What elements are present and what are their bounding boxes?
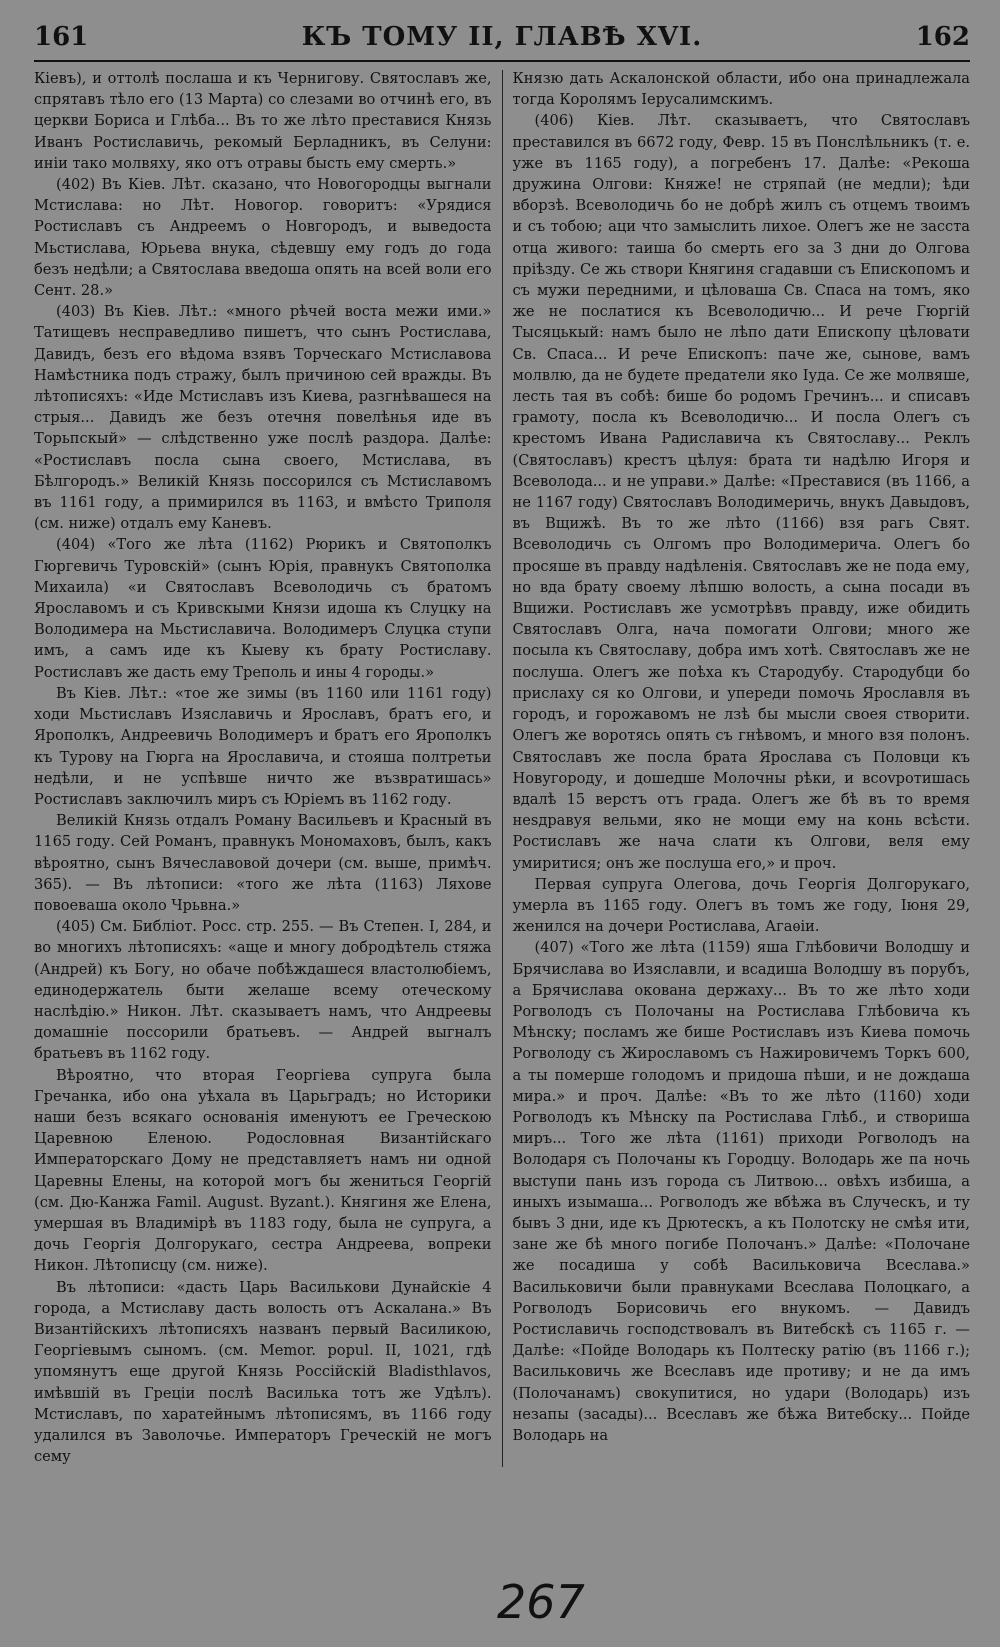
paragraph: (405) См. Библіот. Росс. стр. 255. — Въ Степен. I, 284, и во многихъ лѣтописяхъ: «аще и многу добродѣтель стяжа (Андрей) къ Богу, но обаче побѣждашеся властолюбіемъ, единодержатель быти желаше всему отеческому наслѣдію.» Никон. Лѣт. сказываетъ намъ, что Андреевы домашніе поссорили братьевъ. — Андрей выгналъ братьевъ въ 1162 году.	[34, 918, 492, 1063]
paragraph: Первая супруга Олегова, дочь Георгія Долгорукаго, умерла въ 1165 году. Олегъ въ томъ же году, Іюня 29, женился на дочери Ростислава, Агаѳіи.	[512, 875, 970, 936]
paragraph: Въ лѣтописи: «дасть Царь Василькови Дунайскіе 4 города, а Мстиславу дасть волость отъ Аскалана.» Въ Византійскихъ лѣтописяхъ названъ первый Василикою, Георгіевымъ сыномъ. (см. Memor. popul. II, 1021, гдѣ упомянутъ еще другой Князь Россійскій Bladisthlavos, имѣвшій въ Греціи послѣ Василька тотъ же Удѣлъ). Мстиславъ, по харатейнымъ лѣтописямъ, въ 1166 году удалился въ Заволочье. Императоръ Греческій не могъ сему	[34, 1278, 492, 1466]
right-page-number: 162	[915, 22, 970, 52]
paragraph: (407) «Того же лѣта (1159) яша Глѣбовичи Володшу и Брячислава во Изяславли, и всадиша Володшу въ порубъ, а Брячислава окована держаху... Въ то же лѣто ходи Рогволодъ съ Полочаны на Ростислава Глѣбовича къ Мѣнску; посламъ же бише Ростиславъ изъ Киева помочь Рогволоду съ Жирославомъ съ Нажировичемъ Торкъ 600, а ты померше голодомъ и придоша пѣши, и не дождаша мира.» и проч. Далѣе: «Въ то же лѣто (1160) ходи Рогволодъ къ Мѣнску па Ростислава Глѣб., и створиша миръ... Того же лѣта (1161) приходи Рогволодъ на Володаря съ Полочаны къ Городцу. Володарь же па ночь выступи пань изъ города съ Литвою... овѣхъ избиша, а иныхъ изымаша... Рогволодъ же вбѣжа въ Случескъ, и ту бывъ 3 дни, иде къ Дрютескъ, а къ Полотску не смѣя ити, зане же бѣ много погибе Полочанъ.» Далѣе: «Полочане же посадиша у собѣ Васильковича Всеслава.» Васильковичи были правнуками Всеслава Полоцкаго, а Рогволодъ Борисовичь его внукомъ. — Давидъ Ростиславичь господствовалъ въ Витебскѣ съ 1165 г. — Далѣе: «Пойде Володарь къ Полтеску ратію (въ 1166 г.); Васильковичь же Всеславъ иде противу; и не да имъ (Полочанамъ) свокупитися, но удари (Володарь) изъ незапы (засады)... Всеславъ же бѣжа Витебску... Пойде Володарь на	[512, 939, 970, 1444]
paragraph: (406) Кіев. Лѣт. сказываетъ, что Святославъ преставился въ 6672 году, Февр. 15 въ Понслѣльникъ (т. е. уже въ 1165 году), а погребенъ 17. Далѣе: «Рекоша дружина Олгови: Княже! не стряпай (не медли); ѣди вборзѣ. Всеволодичь бо не добрѣ жилъ съ отцемъ твоимъ и съ тобою; аци что замыслить лихое. Олегъ же не засста отца живого: таиша бо смерть его за 3 дни до Олгова пріѣзду. Се жь створи Княгиня сгадавши съ Епископомъ и съ мужи передними, и цѣловаша Св. Спаса на томъ, яко же не послатися къ Всеволодичю... И рече Гюргій Тысяцькый: намъ было не лѣпо дати Епископу цѣловати Св. Спаса... И рече Епископъ: паче же, сынове, вамъ молвлю, да не будете предатели яко Іуда. Се же молвяше, лесть тая въ собѣ: бише бо родомъ Гречинъ... и списавъ грамоту, посла къ Всеволодичю... И посла Олегъ съ крестомъ Ивана Радиславича къ Святославу... Реклъ (Святославъ) крестъ цѣлуя: брата ти надѣлю Игоря и Всеволода... и не управи.» Далѣе: «Преставися (въ 1166, а не 1167 году) Святославъ Володимеричь, внукъ Давыдовъ, въ Вщижѣ. Въ то же лѣто (1166) взя рагь Свят. Всеволодичь съ Олгомъ про Володимеричa. Олегъ бо просяше въ правду надѣленія. Святославъ же не пода ему, но вда брату своему лѣпшю волость, а сына посади въ Вщижи. Ростиславъ же усмотрѣвъ правду, иже обидить Святославъ Олга, нача помогати Олгови; много же посыла къ Святославу, добра имъ хотѣ. Святославъ же не послуша. Олегъ же поѣха къ Стародубу. Стародубци бо прислаху ся ко Олгови, и упереди помочь Ярославля въ городъ, и горожавомъ не лзѣ бы мысли своея створити. Олегъ же воротясь опять съ гнѣвомъ, и много взя полонъ. Святославъ же посла брата Ярослава съ Половци къ Новугороду, и дошедше Молочны рѣки, и вcovротишась вдалѣ 15 верстъ отъ града. Олегъ же бѣ въ то время неѕдравуя вельми, яко не мощи ему на конь всѣсти. Ростиславъ же нача слати къ Олгови, веля ему умиритися; онъ же послуша его,» и проч.	[512, 112, 970, 872]
left-column	[34, 68, 492, 1467]
text-columns	[34, 68, 970, 1467]
handwritten-page-number: 267	[497, 1575, 585, 1629]
paragraph: Князю дать Аскалонской области, ибо она принадлежала тогда Королямъ Іерусалимскимъ.	[512, 70, 970, 109]
paragraph: (404) «Того же лѣта (1162) Рюрикъ и Святополкъ Гюргевичь Туровскій» (сынъ Юрія, правнукъ Святополка Михаила) «и Святославъ Всеволодичь съ братомъ Ярославомъ и съ Кривскыми Князи идоша къ Слуцку на Володимера на Мьстиславича. Володимеръ Слуцка ступи имъ, а самъ иде къ Кыеву къ брату Ростиславу. Ростиславъ же дасть ему Треполь и ины 4 городы.»	[34, 536, 492, 681]
paragraph: Вѣроятно, что вторая Георгіева супруга была Гречанка, ибо она уѣхала въ Царьградъ; но Историки наши безъ всякаго основанія именуютъ ее Греческою Царевною Еленою. Родословная Византійскаго Императорскаго Дому не представляетъ намъ ни одной Царевны Елены, на которой могъ бы жениться Георгій (см. Дю-Канжа Famil. August. Byzant.). Княгиня же Елена, умершая въ Владимірѣ въ 1183 году, была не супруга, а дочь Георгія Долгорукаго, сестра Андреева, вопреки Никон. Лѣтописцу (см. ниже).	[34, 1066, 492, 1275]
page-header	[34, 22, 970, 62]
paragraph: Кіевъ), и оттолѣ послаша и къ Чернигову. Святославъ же, спрятавъ тѣло его (13 Марта) со слезами во отчинѣ его, въ церкви Бориса и Глѣба... Въ то же лѣто преставися Князь Иванъ Ростиславичь, рекомый Берладникъ, въ Селуни: иніи тако молвяху, яко отъ отравы бысть ему смерть.»	[34, 70, 492, 172]
paragraph: (403) Въ Кіев. Лѣт.: «много рѣчей воста межи ими.» Татищевъ несправедливо пишетъ, что сынъ Ростислава, Давидъ, безъ его вѣдома взявъ Торческаго Мстиславова Намѣстника подъ стражу, былъ причиною сей вражды. Въ лѣтописяхъ: «Иде Мстиславъ изъ Киева, разгнѣвашеся на стрыя... Давидъ же безъ отечня повелѣнья иде въ Торьпскый» — слѣдственно уже послѣ раздора. Далѣе: «Ростиславъ посла сына своего, Мстислава, въ Бѣлгородъ.» Великій Князь поссорился съ Мстиславомъ въ 1161 году, а примирился въ 1163, и вмѣсто Триполя (см. ниже) отдалъ ему Каневъ.	[34, 303, 492, 533]
paragraph: Въ Кіев. Лѣт.: «тое же зимы (въ 1160 или 1161 году) ходи Мьстиславъ Изяславичь и Ярославъ, братъ его, и Ярополкъ, Андреевичь Володимеръ и братъ его Ярополкъ къ Турову на Гюрга на Ярославича, и стояша полтретьи недѣли, и не успѣвше ничто же възвратишась» Ростиславъ заключилъ миръ съ Юріемъ въ 1162 году.	[34, 684, 492, 808]
paragraph: (402) Въ Кіев. Лѣт. сказано, что Новогородцы выгнали Мстислава: но Лѣт. Новогор. говоритъ: «Урядися Ростиславъ съ Андреемъ о Новгородъ, и выведоста Мьстислава, Юрьева внука, сѣдевшу ему годъ до года безъ недѣли; а Святослава введоша опять на всей воли его Сент. 28.»	[34, 176, 492, 300]
right-column	[513, 68, 971, 1467]
column-divider	[502, 70, 503, 1467]
running-title: КЪ ТОМУ II, ГЛАВѢ XVI.	[301, 22, 703, 52]
left-page-number: 161	[34, 22, 89, 52]
paragraph: Великій Князь отдалъ Роману Васильевъ и Красный въ 1165 году. Сей Романъ, правнукъ Мономаховъ, былъ, какъ вѣроятно, сынъ Вячеславовой дочери (см. выше, примѣч. 365). — Въ лѣтописи: «того же лѣта (1163) Ляхове повоеваша около Чрьвна.»	[34, 812, 492, 914]
